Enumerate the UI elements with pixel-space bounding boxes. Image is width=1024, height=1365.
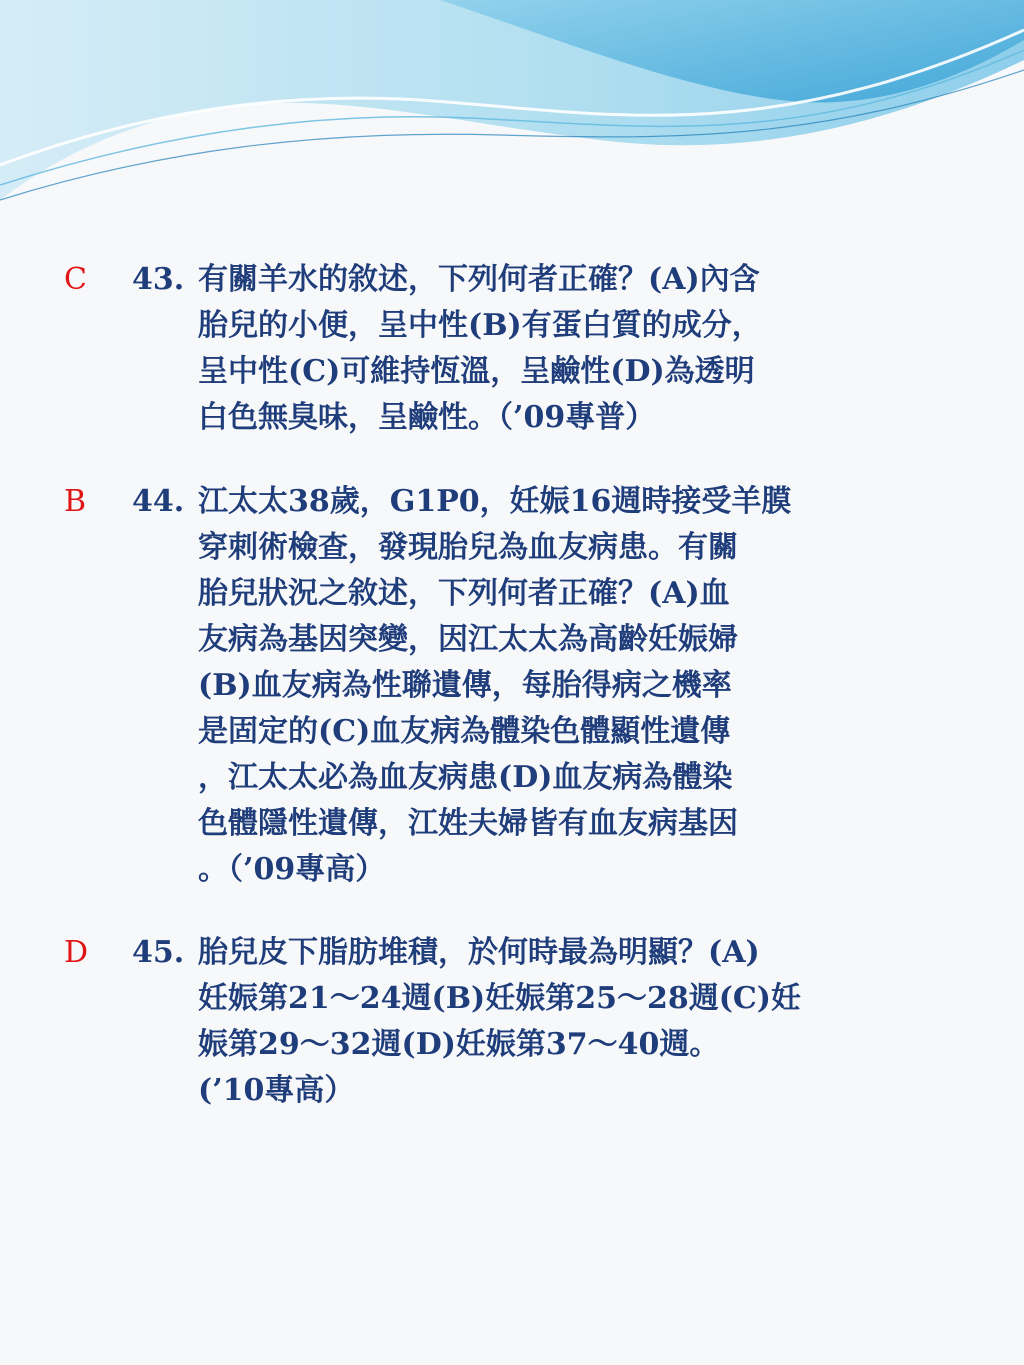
- answer-label: B: [64, 484, 87, 519]
- question-line: ，江太太必為血友病患(D)血友病為體染: [198, 760, 733, 795]
- question-text: [198, 257, 918, 441]
- question-line: 友病為基因突變，因江太太為高齡妊娠婦: [198, 622, 738, 657]
- answer-label: D: [64, 935, 89, 970]
- question-line: 胎兒皮下脂肪堆積，於何時最為明顯？(A): [198, 935, 760, 970]
- question-line: 穿刺術檢查，發現胎兒為血友病患。有關: [198, 530, 738, 565]
- question-line: 胎兒狀況之敘述，下列何者正確？(A)血: [198, 576, 730, 611]
- question-line: (B)血友病為性聯遺傳，每胎得病之機率: [198, 668, 732, 703]
- question-line: 胎兒的小便，呈中性(B)有蛋白質的成分，: [198, 308, 762, 343]
- question-number: 45.: [132, 935, 185, 970]
- question-line: 有關羊水的敘述，下列何者正確？(A)內含: [198, 262, 760, 297]
- question-line: 江太太38歲，G1P0，妊娠16週時接受羊膜: [198, 484, 792, 519]
- question-line: 妊娠第21～24週(B)妊娠第25～28週(C)妊: [198, 981, 802, 1016]
- question-text: [198, 479, 918, 893]
- question-line: (’10專高）: [198, 1073, 355, 1108]
- question-line: 白色無臭味，呈鹼性。（’09專普）: [198, 400, 656, 435]
- question-line: 娠第29～32週(D)妊娠第37～40週。: [198, 1027, 720, 1062]
- question-line: 呈中性(C)可維持恆溫，呈鹼性(D)為透明: [198, 354, 755, 389]
- question-number: 43.: [132, 262, 185, 297]
- question-line: 是固定的(C)血友病為體染色體顯性遺傳: [198, 714, 731, 749]
- question-line: 。（’09專高）: [198, 852, 386, 887]
- answer-label: C: [64, 262, 87, 297]
- question-number: 44.: [132, 484, 185, 519]
- question-text: [198, 930, 918, 1114]
- question-line: 色體隱性遺傳，江姓夫婦皆有血友病基因: [198, 806, 738, 841]
